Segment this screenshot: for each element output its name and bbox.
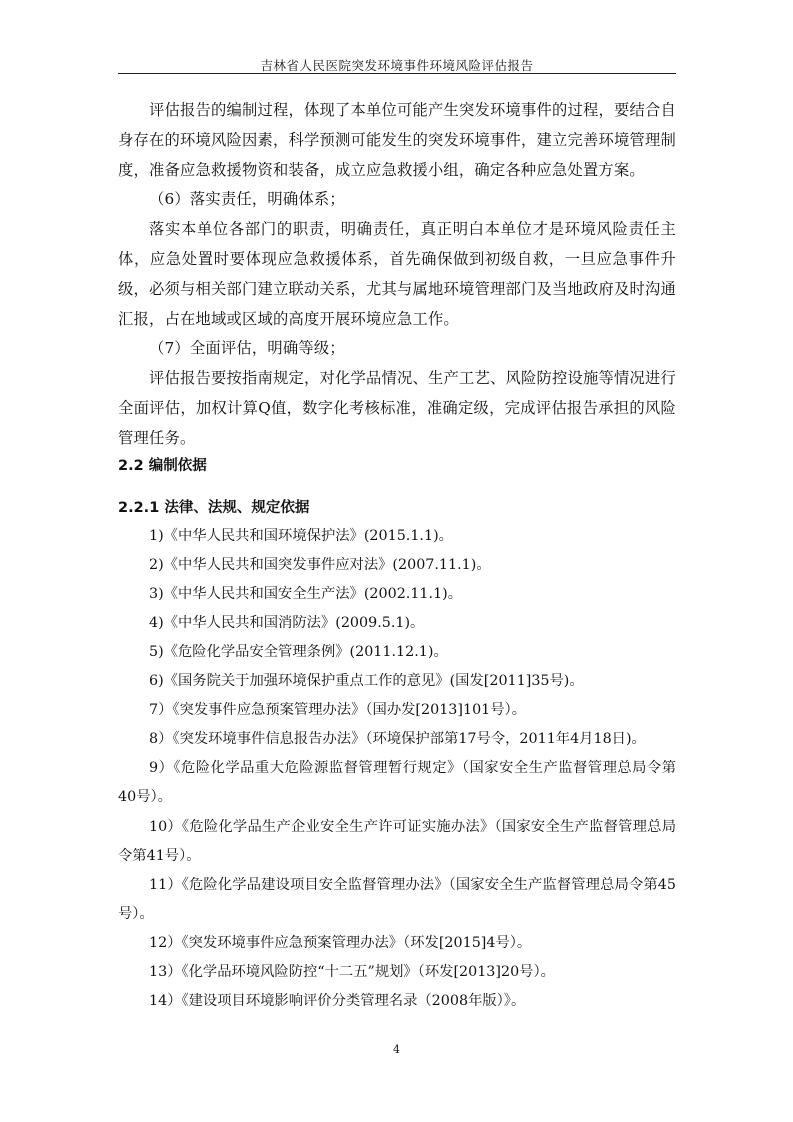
reference-item: 3)《中华人民共和国安全生产法》(2002.11.1)。: [149, 585, 463, 602]
reference-item: 6)《国务院关于加强环境保护重点工作的意见》(国发[2011]35号)。: [149, 673, 584, 690]
reference-item: 9）《危险化学品重大危险源监督管理暂行规定》（国家安全生产监督管理总局令第40号）。: [118, 760, 676, 806]
reference-item: 2)《中华人民共和国突发事件应对法》(2007.11.1)。: [149, 556, 491, 573]
reference-item: 10）《危险化学品生产企业安全生产许可证实施办法》（国家安全生产监督管理总局令第41号）。: [118, 818, 676, 864]
paragraph: 评估报告的编制过程，体现了本单位可能产生突发环境事件的过程，要结合自身存在的环境风险因素，科学预测可能发生的突发环境事件，建立完善环境管理制度，准备应急救援物资和装备，成立应急救援小组，确定各种应急处置方案。: [118, 101, 676, 179]
paragraph: 落实本单位各部门的职责，明确责任，真正明白本单位才是环境风险责任主体，应急处置时要体现应急救援体系，首先确保做到初级自救，一旦应急事件升级，必须与相关部门建立联动关系，尤其与属地环境管理部门及当地政府及时沟通汇报，占在地域或区域的高度开展环境应急工作。: [118, 220, 676, 328]
paragraph: 评估报告要按指南规定，对化学品情况、生产工艺、风险防控设施等情况进行全面评估，加权计算Q值，数字化考核标准，准确定级，完成评估报告承担的风险管理任务。: [118, 369, 676, 447]
reference-item: 12）《突发环境事件应急预案管理办法》（环发[2015]4号）。: [149, 934, 532, 951]
header-rule: [118, 73, 676, 74]
reference-item: 5)《危险化学品安全管理条例》(2011.12.1)。: [149, 643, 448, 660]
running-header: 吉林省人民医院突发环境事件环境风险评估报告: [260, 58, 534, 73]
reference-item: 1)《中华人民共和国环境保护法》(2015.1.1)。: [149, 527, 453, 544]
reference-item: 14）《建设项目环境影响评价分类管理名录（2008年版）》。: [149, 993, 526, 1010]
reference-item: 4)《中华人民共和国消防法》(2009.5.1)。: [149, 614, 425, 631]
subsection-heading: 2.2.1 法律、法规、规定依据: [118, 499, 310, 516]
reference-list: [118, 522, 676, 1017]
reference-item: 8）《突发环境事件信息报告办法》（环境保护部第17号令，2011年4月18日)。: [149, 731, 646, 748]
section-heading: 2.2 编制依据: [118, 457, 207, 474]
reference-item: 11）《危险化学品建设项目安全监督管理办法》（国家安全生产监督管理总局令第45号）。: [118, 876, 676, 922]
page-number: 4: [393, 1043, 400, 1056]
paragraph: （7）全面评估，明确等级；: [149, 339, 345, 358]
reference-item: 7）《突发事件应急预案管理办法》（国办发[2013]101号）。: [149, 702, 527, 719]
page-body: [118, 96, 676, 1016]
paragraph: （6）落实责任，明确体系；: [149, 190, 345, 209]
reference-item: 13）《化学品环境风险防控“十二五”规划》（环发[2013]20号）。: [149, 963, 555, 980]
